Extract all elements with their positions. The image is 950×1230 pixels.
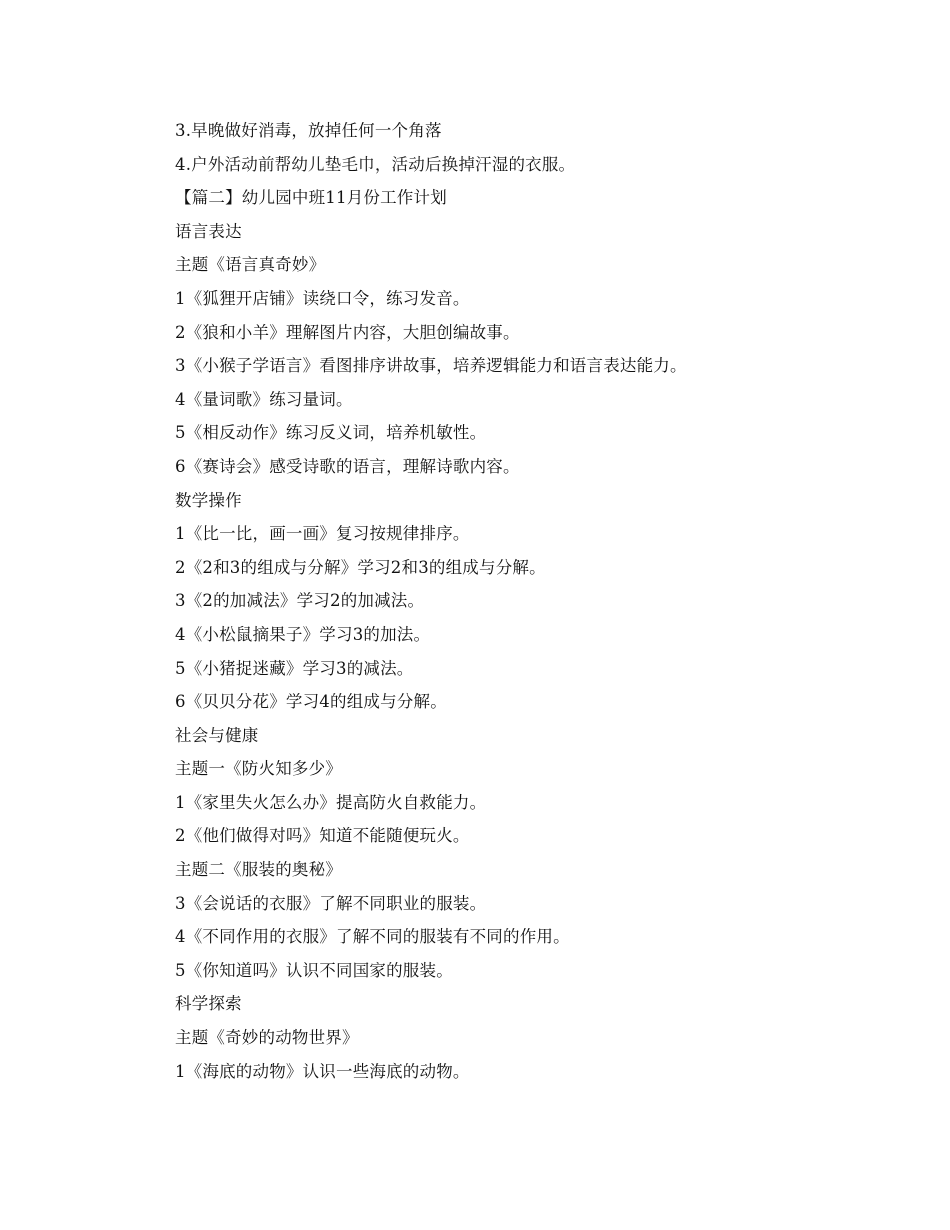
theme-heading: 主题二《服装的奥秘》	[175, 860, 342, 880]
list-item: 1《海底的动物》认识一些海底的动物。	[175, 1061, 470, 1081]
subject-heading: 社会与健康	[175, 725, 259, 745]
list-item: 2《狼和小羊》理解图片内容，大胆创编故事。	[175, 322, 520, 342]
subject-heading: 科学探索	[175, 994, 242, 1014]
theme-heading: 主题《奇妙的动物世界》	[175, 1028, 359, 1048]
section-title: 【篇二】幼儿园中班11月份工作计划	[175, 188, 447, 208]
list-item: 1《比一比，画一画》复习按规律排序。	[175, 524, 470, 544]
list-item: 1《家里失火怎么办》提高防火自救能力。	[175, 792, 487, 812]
list-item: 1《狐狸开店铺》读绕口令，练习发音。	[175, 288, 470, 308]
subject-heading: 语言表达	[175, 221, 242, 241]
subject-heading: 数学操作	[175, 490, 242, 510]
list-item: 5《你知道吗》认识不同国家的服装。	[175, 960, 453, 980]
list-item: 5《相反动作》练习反义词，培养机敏性。	[175, 423, 487, 443]
list-item: 4《量词歌》练习量词。	[175, 389, 353, 409]
list-item: 5《小猪捉迷藏》学习3的减法。	[175, 658, 414, 678]
document-body	[175, 117, 815, 1091]
list-item: 6《贝贝分花》学习4的组成与分解。	[175, 692, 447, 712]
text-line: 3.早晚做好消毒，放掉任何一个角落	[175, 121, 442, 140]
list-item: 3《小猴子学语言》看图排序讲故事，培养逻辑能力和语言表达能力。	[175, 356, 687, 376]
theme-heading: 主题一《防火知多少》	[175, 759, 342, 779]
list-item: 3《2的加减法》学习2的加减法。	[175, 591, 425, 611]
theme-heading: 主题《语言真奇妙》	[175, 255, 326, 275]
list-item: 2《2和3的组成与分解》学习2和3的组成与分解。	[175, 557, 546, 577]
list-item: 4《不同作用的衣服》了解不同的服装有不同的作用。	[175, 927, 570, 947]
list-item: 3《会说话的衣服》了解不同职业的服装。	[175, 893, 487, 913]
text-line: 4.户外活动前帮幼儿垫毛巾，活动后换掉汗湿的衣服。	[175, 154, 576, 174]
list-item: 2《他们做得对吗》知道不能随便玩火。	[175, 826, 470, 846]
list-item: 6《赛诗会》感受诗歌的语言，理解诗歌内容。	[175, 456, 520, 476]
list-item: 4《小松鼠摘果子》学习3的加法。	[175, 624, 431, 644]
